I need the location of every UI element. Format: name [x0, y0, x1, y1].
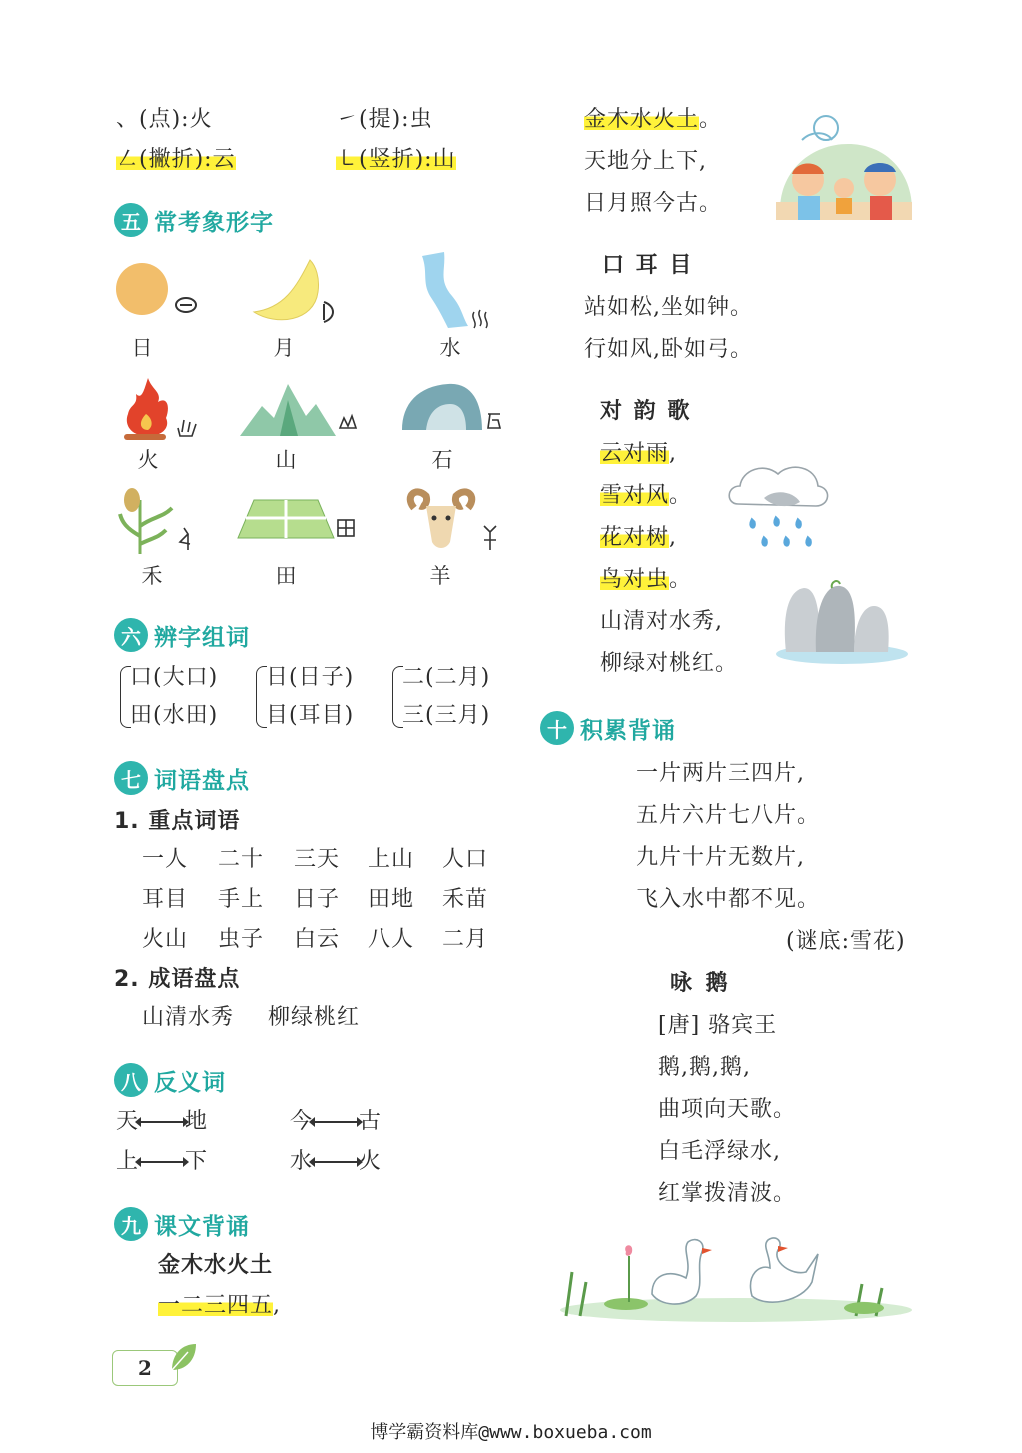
- section-7-header: [114, 758, 250, 798]
- antonym-pair: 上 下: [116, 1149, 209, 1174]
- section-badge: 五: [114, 203, 148, 237]
- pictograph-caption: 山: [275, 448, 297, 472]
- word-group-item: 田(水田): [130, 703, 219, 728]
- poem-line: 鸟对虫。: [600, 567, 693, 592]
- pictograph-caption: 日: [131, 336, 153, 360]
- landscape-illustration: [770, 576, 912, 668]
- section-title: 课文背诵: [154, 1213, 250, 1240]
- poem-line: 一二三四五,: [158, 1293, 282, 1318]
- poem-line: 柳绿对桃红。: [600, 651, 739, 676]
- section-title: 词语盘点: [154, 767, 250, 794]
- word: 日子: [294, 887, 341, 912]
- mountain-picture: [240, 376, 358, 440]
- pictograph-caption: 禾: [141, 564, 163, 588]
- page-number: 2: [112, 1350, 178, 1386]
- antonym-pair: 今 古: [290, 1109, 383, 1134]
- poem-line: 花对树,: [600, 525, 678, 550]
- section-badge: 六: [114, 618, 148, 652]
- double-arrow-icon: [141, 1121, 183, 1123]
- poem-line: 云对雨,: [600, 441, 678, 466]
- stone-picture: [398, 378, 502, 436]
- word: 白云: [294, 927, 341, 952]
- field-picture: [236, 496, 358, 546]
- pictograph-caption: 水: [439, 336, 461, 360]
- word: 二十: [218, 847, 265, 872]
- poem-line: 站如松,坐如钟。: [584, 295, 753, 320]
- pictograph-caption: 羊: [429, 564, 451, 588]
- word-group-item: 目(耳目): [266, 703, 355, 728]
- double-arrow-icon: [141, 1161, 183, 1163]
- word: 上山: [368, 847, 415, 872]
- antonym-pair: 水 火: [290, 1149, 383, 1174]
- word: 二月: [442, 927, 489, 952]
- word: 八人: [368, 927, 415, 952]
- word: 田地: [368, 887, 415, 912]
- poem-author: [唐] 骆宾王: [658, 1013, 778, 1038]
- rain-cloud-illustration: [724, 458, 832, 554]
- stroke-shuzhe: ㇄(竖折):山: [336, 147, 456, 172]
- poem-line: 日月照今古。: [584, 191, 723, 216]
- sheep-picture: [402, 486, 502, 556]
- poem-title: 对 韵 歌: [600, 399, 692, 424]
- stroke-piezhe: ㇜(撇折):云: [116, 147, 236, 172]
- poem-line: 鹅,鹅,鹅,: [658, 1055, 751, 1080]
- word: 禾苗: [442, 887, 489, 912]
- pictograph-caption: 月: [273, 336, 295, 360]
- poem-line: 红掌拨清波。: [658, 1181, 797, 1206]
- geese-illustration: [556, 1232, 920, 1324]
- riddle-line: 飞入水中都不见。: [636, 887, 821, 912]
- word: 手上: [218, 887, 265, 912]
- section-9-header: [114, 1204, 250, 1244]
- pictograph-caption: 石: [431, 448, 453, 472]
- water-picture: [408, 250, 492, 332]
- fire-picture: [118, 374, 202, 444]
- poem-title: 金木水火土: [158, 1253, 274, 1278]
- riddle-answer: (谜底:雪花): [786, 929, 906, 954]
- word-group-item: 口(大口): [130, 665, 219, 690]
- word-group-item: 三(三月): [402, 703, 491, 728]
- section-title: 常考象形字: [154, 209, 274, 236]
- section-8-header: [114, 1060, 226, 1100]
- stroke-dot: 、(点):火: [116, 107, 213, 132]
- section-10-header: [540, 708, 676, 748]
- word: 人口: [442, 847, 489, 872]
- section-badge: 八: [114, 1063, 148, 1097]
- pictograph-caption: 火: [137, 448, 159, 472]
- double-arrow-icon: [315, 1121, 357, 1123]
- antonym-pair: 天 地: [116, 1109, 209, 1134]
- poem-title: 咏 鹅: [670, 971, 731, 996]
- word: 虫子: [218, 927, 265, 952]
- leaf-icon: [168, 1340, 198, 1374]
- poem-line: 行如风,卧如弓。: [584, 337, 753, 362]
- word: 火山: [142, 927, 189, 952]
- footer-watermark: 博学霸资料库@www.boxueba.com: [370, 1422, 652, 1443]
- section-5-header: [114, 200, 274, 240]
- poem-line: 山清对水秀,: [600, 609, 723, 634]
- idioms-heading: 2. 成语盘点: [114, 967, 241, 992]
- word-group-item: 日(日子): [266, 665, 355, 690]
- word: 耳目: [142, 887, 189, 912]
- section-title: 积累背诵: [580, 717, 676, 744]
- sun-picture: [114, 262, 204, 324]
- riddle-line: 一片两片三四片,: [636, 761, 805, 786]
- riddle-line: 九片十片无数片,: [636, 845, 805, 870]
- double-arrow-icon: [315, 1161, 357, 1163]
- idiom: 柳绿桃红: [268, 1005, 361, 1030]
- section-badge: 九: [114, 1207, 148, 1241]
- riddle-line: 五片六片七八片。: [636, 803, 821, 828]
- pictograph-caption: 田: [275, 564, 297, 588]
- word: 一人: [142, 847, 189, 872]
- grain-picture: [118, 486, 198, 556]
- children-illustration: [772, 110, 918, 238]
- poem-title: 口 耳 目: [602, 253, 694, 278]
- section-title: 辨字组词: [154, 624, 250, 651]
- stroke-ti: ㇀(提):虫: [336, 107, 433, 132]
- section-badge: 十: [540, 711, 574, 745]
- words-heading: 1. 重点词语: [114, 809, 241, 834]
- word-group-item: 二(二月): [402, 665, 491, 690]
- section-6-header: [114, 615, 250, 655]
- section-badge: 七: [114, 761, 148, 795]
- word: 三天: [294, 847, 341, 872]
- section-title: 反义词: [154, 1069, 226, 1096]
- poem-line: 白毛浮绿水,: [658, 1139, 781, 1164]
- poem-line: 雪对风。: [600, 483, 693, 508]
- poem-line: 金木水火土。: [584, 107, 723, 132]
- poem-line: 天地分上下,: [584, 149, 707, 174]
- idiom: 山清水秀: [142, 1005, 235, 1030]
- poem-line: 曲项向天歌。: [658, 1097, 797, 1122]
- moon-picture: [248, 256, 348, 328]
